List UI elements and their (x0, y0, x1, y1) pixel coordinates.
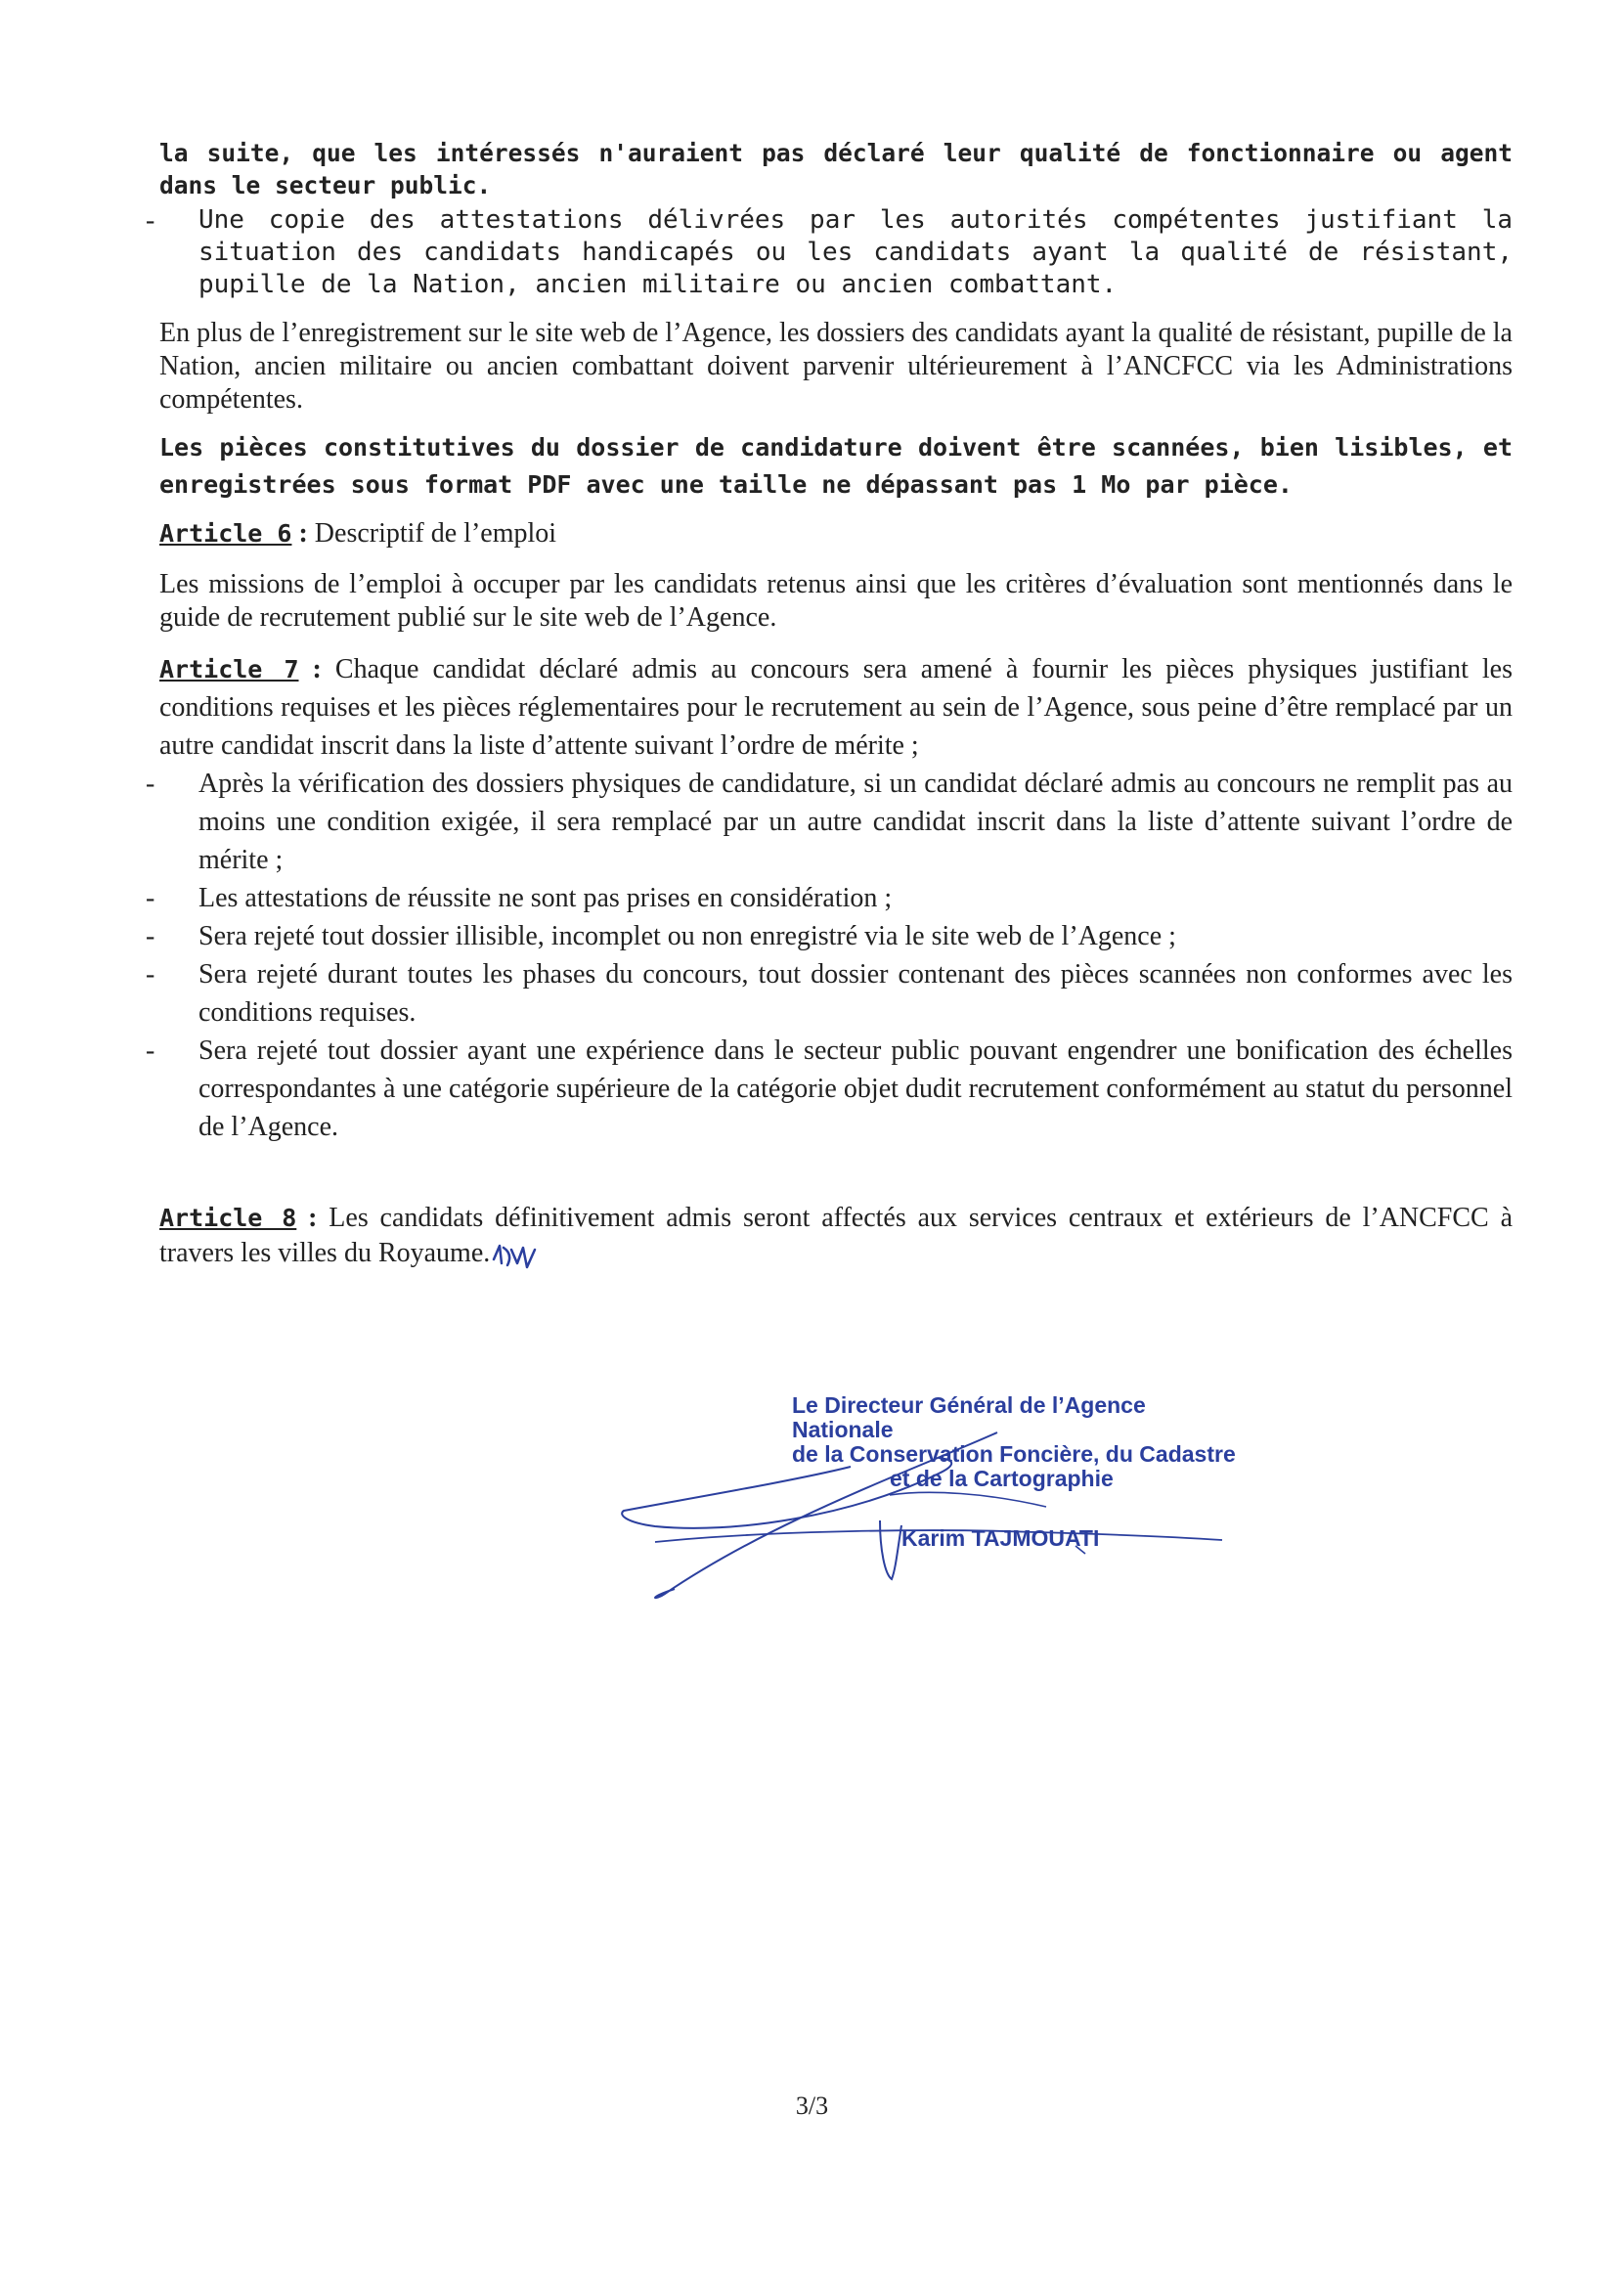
article6-heading (159, 517, 1513, 550)
article7-label: Article 7 (159, 655, 299, 683)
article6-label: Article 6 (159, 519, 292, 548)
article6-title: Descriptif de l’emploi (314, 518, 557, 549)
stamp-line-3: et de la Cartographie (890, 1466, 1114, 1491)
article7-list (146, 765, 1513, 1146)
initials-mark (490, 1238, 545, 1273)
continuation-paragraph: la suite, que les intéressés n'auraient pas déclaré leur qualité de fonctionnaire ou agent dans le secteur public. (159, 139, 1513, 199)
article8-text: Les candidats définitivement admis seront affectés aux services centraux et extérieurs de l’ANCFCC à travers les villes du Royaume. (159, 1203, 1513, 1268)
bullet-dash: - (146, 959, 155, 990)
signature-block (616, 1393, 1242, 1608)
bullet-text: Sera rejeté tout dossier illisible, incomplet ou non enregistré via le site web de l’Agence ; (198, 921, 1176, 951)
stamp-line-2: de la Conservation Foncière, du Cadastre (792, 1441, 1236, 1467)
bullet-dash: - (146, 1035, 155, 1066)
article6-separator: : (291, 518, 315, 549)
list-item (146, 917, 1513, 955)
bullet-dash: - (146, 769, 155, 799)
document-body (146, 137, 1513, 1273)
article7-text: Chaque candidat déclaré admis au concours sera amené à fournir les pièces physiques justifiant les conditions requises et les pièces réglementaires pour le recrutement au sein de l’Agence, sous peine d’être remplacé par un autre candidat inscrit dans la liste d’attente suivant l’ordre de mérite ; (159, 654, 1513, 761)
article8-separator: : (296, 1203, 329, 1233)
handwritten-signature (616, 1413, 1242, 1618)
registration-paragraph: En plus de l’enregistrement sur le site web de l’Agence, les dossiers des candidats ayant la qualité de résistant, pupille de la Nation, ancien militaire ou ancien combattant doivent parvenir ultérieurement à l’ANCFCC via les Administrations compétentes. (159, 318, 1513, 415)
list-item (146, 879, 1513, 917)
bullet-text: Sera rejeté durant toutes les phases du concours, tout dossier contenant des pièces scannées non conformes avec les conditions requises. (198, 959, 1513, 1028)
bullet-text: Après la vérification des dossiers physiques de candidature, si un candidat déclaré admis au concours ne remplit pas au moins une condition exigée, il sera remplacé par un autre candidat inscrit dans la liste d’attente suivant l’ordre de mérite ; (198, 769, 1513, 875)
bullet-text: Sera rejeté tout dossier ayant une expérience dans le secteur public pouvant engendrer une bonification des échelles correspondantes à une catégorie supérieure de la catégorie objet dudit recrutement conformément au statut du personnel de l’Agence. (198, 1035, 1513, 1142)
article8-paragraph (159, 1201, 1513, 1273)
bullet-dash: - (146, 883, 155, 913)
bullet-dash: - (146, 205, 155, 236)
list-item (146, 204, 1513, 301)
list-item (146, 765, 1513, 879)
page-number: 3/3 (795, 2092, 829, 2120)
article6-text: Les missions de l’emploi à occuper par les candidats retenus ainsi que les critères d’évaluation sont mentionnés dans le guide de recrutement publié sur le site web de l’Agence. (159, 569, 1513, 633)
pieces-paragraph: Les pièces constitutives du dossier de candidature doivent être scannées, bien lisibles, et enregistrées sous format PDF avec une taille ne dépassant pas 1 Mo par pièce. (159, 433, 1513, 499)
signatory-name: Karim TAJMOUATI (901, 1525, 1100, 1551)
article8-label: Article 8 (159, 1204, 297, 1232)
article7-separator: : (298, 654, 335, 684)
stamp-line-1: Le Directeur Général de l’Agence Nationale (792, 1392, 1146, 1442)
list-item (146, 1032, 1513, 1146)
bullet-text: Les attestations de réussite ne sont pas prises en considération ; (198, 883, 893, 913)
bullet-dash: - (146, 921, 155, 951)
article7-paragraph (159, 650, 1513, 765)
bullet-text: Une copie des attestations délivrées par les autorités compétentes justifiant la situation des candidats handicapés ou les candidats ayant la qualité de résistant, pupille de la Nation, ancien militaire ou ancien combattant. (198, 205, 1513, 299)
list-item (146, 955, 1513, 1032)
